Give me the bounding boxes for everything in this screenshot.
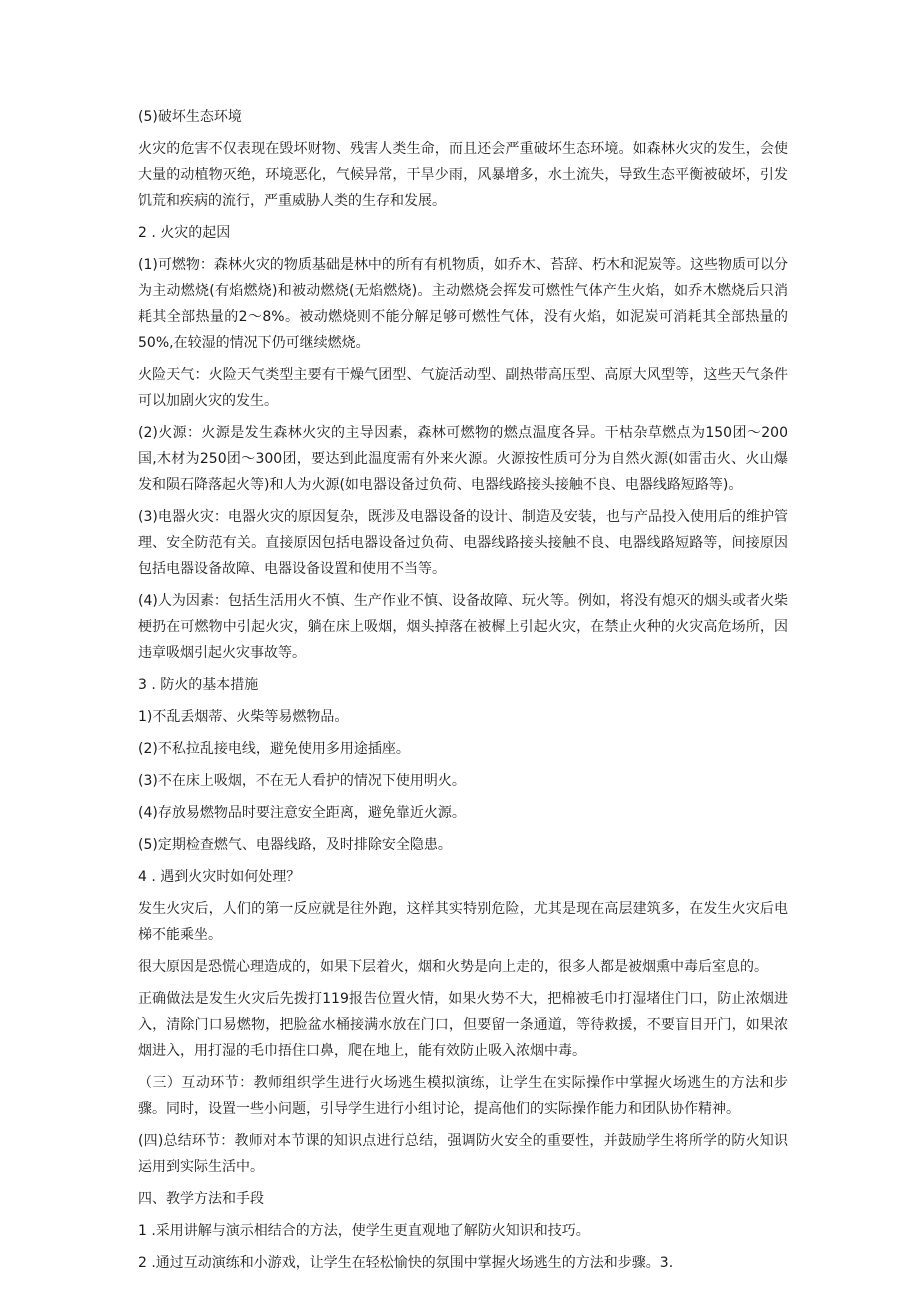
section-heading-prevention: 3 . 防火的基本措施 xyxy=(138,677,259,693)
paragraph: (3)电器火灾：电器火灾的原因复杂，既涉及电器设备的设计、制造及安装，也与产品投入使用后的维护管理、安全防范有关。直接原因包括电器设备过负荷、电器线路接头接触不良、电器线路短路等，间接原因包括电器设备故障、电器设备设置和使用不当等。 xyxy=(138,509,788,577)
paragraph: 火灾的危害不仅表现在毁坏财物、残害人类生命，而且还会严重破坏生态环境。如森林火灾的发生，会使大量的动植物灭绝，环境恶化，气候异常，干旱少雨，风暴增多，水土流失，导致生态平衡被破坏，引发饥荒和疾病的流行，严重威胁人类的生存和发展。 xyxy=(138,141,788,209)
paragraph: 很大原因是恐慌心理造成的，如果下层着火，烟和火势是向上走的，很多人都是被烟熏中毒后室息的。 xyxy=(138,959,768,975)
paragraph: (四)总结环节：教师对本节课的知识点进行总结，强调防火安全的重要性，并鼓励学生将所学的防火知识运用到实际生活中。 xyxy=(138,1133,788,1175)
list-item: (3)不在床上吸烟，不在无人看护的情况下使用明火。 xyxy=(138,773,466,789)
list-item: 2 .通过互动演练和小游戏，让学生在轻松愉快的氛围中掌握火场逃生的方法和步骤。3. xyxy=(138,1255,674,1271)
section-heading-methods: 四、教学方法和手段 xyxy=(138,1191,264,1207)
paragraph: （三）互动环节：教师组织学生进行火场逃生模拟演练，让学生在实际操作中掌握火场逃生的方法和步骤。同时，设置一些小问题，引导学生进行小组讨论，提高他们的实际操作能力和团队协作精神。 xyxy=(138,1075,788,1117)
paragraph: 火险天气：火险天气类型主要有干燥气团型、气旋活动型、副热带高压型、高原大风型等，这些天气条件可以加剧火灾的发生。 xyxy=(138,367,788,409)
section-heading-response: 4 . 遇到火灾时如何处理？ xyxy=(138,869,301,885)
paragraph: 正确做法是发生火灾后先拨打119报告位置火情，如果火势不大，把棉被毛巾打湿堵住门口，防止浓烟进入，清除门口易燃物，把脸盆水桶接满水放在门口，但要留一条通道，等待救援，不要盲目开门，如果浓烟进入，用打湿的毛巾捂住口鼻，爬在地上，能有效防止吸入浓烟中毒。 xyxy=(138,991,788,1059)
paragraph: 发生火灾后，人们的第一反应就是往外跑，这样其实特别危险，尤其是现在高层建筑多，在发生火灾后电梯不能乘坐。 xyxy=(138,901,788,943)
list-item: (4)存放易燃物品时要注意安全距离，避免靠近火源。 xyxy=(138,805,466,821)
list-item: (2)不私拉乱接电线，避免使用多用途插座。 xyxy=(138,741,410,757)
paragraph: (4)人为因素：包括生活用火不慎、生产作业不慎、设备故障、玩火等。例如，将没有熄灭的烟头或者火柴梗扔在可燃物中引起火灾，躺在床上吸烟，烟头掉落在被樨上引起火灾，在禁止火种的火灾高危场所，因违章吸烟引起火灾事故等。 xyxy=(138,593,788,661)
paragraph: (1)可燃物：森林火灾的物质基础是林中的所有有机物质，如乔木、苔辞、朽木和泥炭等。这些物质可以分为主动燃烧(有焰燃烧)和被动燃烧(无焰燃烧)。主动燃烧会挥发可燃性气体产生火焰，如乔木燃烧后只消耗其全部热量的2～8%。被动燃烧则不能分解足够可燃性气体，没有火焰，如泥炭可消耗其全部热量的50%,在较湿的情况下仍可继续燃烧。 xyxy=(138,257,788,351)
list-item: (5)定期检查燃气、电器线路，及时排除安全隐患。 xyxy=(138,837,452,853)
document-page xyxy=(138,104,788,1282)
section-heading-causes: 2 . 火灾的起因 xyxy=(138,225,231,241)
list-item: 1)不乱丢烟蒂、火柴等易燃物品。 xyxy=(138,709,349,725)
section-heading-ecology: (5)破坏生态环境 xyxy=(138,109,242,125)
paragraph: (2)火源：火源是发生森林火灾的主导因素，森林可燃物的燃点温度各异。干枯杂草燃点为150团～200国,木材为250团～300团，要达到此温度需有外来火源。火源按性质可分为自然火源(如雷击火、火山爆发和陨石降落起火等)和人为火源(如电器设备过负荷、电器线路接头接触不良、电器线路短路等)。 xyxy=(138,425,788,493)
list-item: 1 .采用讲解与演示相结合的方法，使学生更直观地了解防火知识和技巧。 xyxy=(138,1223,590,1239)
